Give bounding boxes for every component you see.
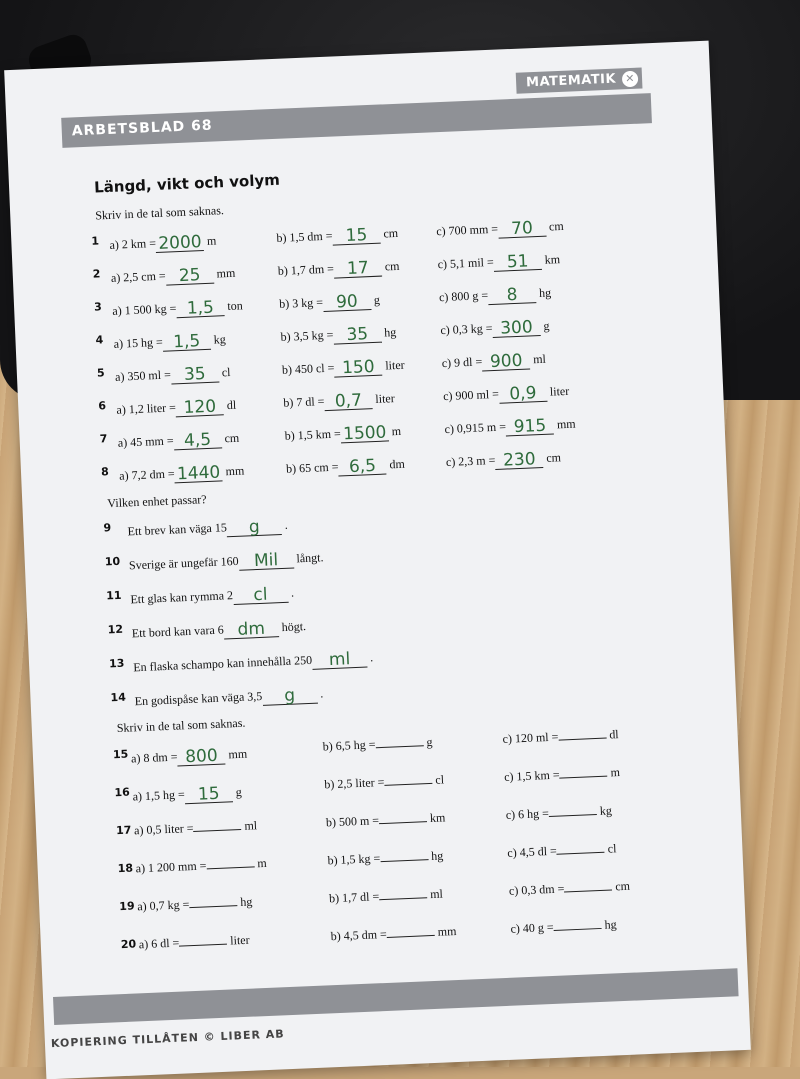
handwritten-answer: 35 bbox=[346, 324, 369, 346]
answer-field[interactable] bbox=[333, 322, 382, 345]
handwritten-answer: 6,5 bbox=[348, 455, 377, 478]
handwritten-answer: 51 bbox=[506, 251, 529, 273]
question-text: En flaska schampo kan innehålla 250 bbox=[132, 652, 313, 675]
question-text: a) 0,7 kg = bbox=[137, 897, 190, 914]
handwritten-answer: 1,5 bbox=[186, 297, 215, 319]
answer-field[interactable] bbox=[262, 683, 318, 706]
exercise-item-b bbox=[330, 924, 456, 944]
handwritten-answer: dm bbox=[237, 618, 266, 640]
exercise-item-b bbox=[286, 453, 406, 479]
unit-label: km bbox=[429, 810, 446, 826]
answer-field[interactable] bbox=[162, 329, 211, 352]
unit-label: mm bbox=[225, 463, 245, 479]
exercise-number: 14 bbox=[110, 690, 127, 705]
exercise-item-c bbox=[439, 282, 552, 308]
answer-field[interactable] bbox=[184, 781, 233, 804]
exercise-item-a bbox=[116, 394, 237, 420]
exercise-number: 17 bbox=[115, 823, 132, 838]
answer-field[interactable] bbox=[554, 928, 602, 931]
answer-field[interactable] bbox=[165, 263, 214, 286]
exercise-item-c bbox=[440, 315, 550, 341]
question-body bbox=[133, 646, 374, 677]
exercise-item-c bbox=[441, 348, 546, 373]
exercise-item-a bbox=[132, 781, 242, 807]
exercise-item-b bbox=[329, 887, 443, 907]
exercise-number: 5 bbox=[96, 366, 105, 380]
exercise-item-c bbox=[510, 917, 617, 936]
question-ending: högt. bbox=[281, 619, 307, 635]
answer-field[interactable] bbox=[498, 216, 547, 239]
unit-label: dl bbox=[226, 397, 237, 413]
unit-label: hg bbox=[383, 325, 397, 340]
answer-field[interactable] bbox=[557, 852, 605, 855]
answer-field[interactable] bbox=[324, 388, 373, 411]
handwritten-answer: 900 bbox=[489, 350, 523, 373]
handwritten-answer: 230 bbox=[502, 449, 536, 471]
question-text: a) 2 km = bbox=[109, 236, 157, 252]
handwritten-answer: 8 bbox=[506, 284, 518, 306]
unit-label: hg bbox=[604, 917, 617, 932]
exercise-number: 8 bbox=[100, 465, 109, 479]
answer-field[interactable] bbox=[340, 420, 389, 443]
question-text: a) 6 dl = bbox=[138, 935, 180, 952]
answer-field[interactable] bbox=[385, 783, 433, 786]
question-text: c) 0,3 dm = bbox=[508, 881, 565, 898]
unit-label: liter bbox=[375, 391, 395, 406]
exercise-number: 1 bbox=[91, 234, 100, 248]
exercise-item-b bbox=[284, 420, 401, 446]
question-text: c) 2,3 m = bbox=[445, 452, 496, 470]
answer-field[interactable] bbox=[223, 616, 279, 639]
question-text: b) 4,5 dm = bbox=[330, 926, 388, 944]
handwritten-answer: g bbox=[248, 516, 261, 538]
question-text: b) 65 cm = bbox=[285, 459, 339, 476]
question-text: Ett glas kan rymma 2 bbox=[130, 588, 234, 607]
exercise-item-b bbox=[283, 387, 395, 413]
answer-field[interactable] bbox=[332, 223, 381, 246]
question-text: a) 45 mm = bbox=[117, 433, 174, 450]
answer-field[interactable] bbox=[194, 829, 242, 832]
unit-label: g bbox=[235, 784, 242, 800]
answer-field[interactable] bbox=[334, 355, 383, 378]
exercise-item-c bbox=[502, 727, 619, 747]
unit-label: ml bbox=[244, 818, 258, 833]
answer-field[interactable] bbox=[179, 944, 227, 947]
handwritten-answer: 300 bbox=[499, 317, 534, 339]
answer-field[interactable] bbox=[170, 361, 219, 384]
question-ending: . bbox=[290, 585, 295, 600]
exercise-row bbox=[121, 915, 681, 958]
question-text: a) 1 500 kg = bbox=[112, 301, 177, 318]
handwritten-answer: 915 bbox=[513, 415, 547, 438]
question-text: b) 450 cl = bbox=[281, 360, 335, 377]
exercise-item-a bbox=[115, 361, 231, 387]
handwritten-answer: 15 bbox=[197, 783, 220, 805]
answer-field[interactable] bbox=[560, 776, 608, 779]
question-ending: . bbox=[369, 650, 374, 665]
handwritten-answer: 1,5 bbox=[172, 331, 201, 353]
answer-field[interactable] bbox=[333, 256, 382, 279]
exercise-item-a bbox=[135, 856, 267, 876]
answer-field[interactable] bbox=[226, 514, 282, 537]
exercise-row bbox=[117, 839, 677, 882]
exercise-item-b bbox=[324, 772, 444, 792]
exercise-number: 18 bbox=[117, 861, 134, 876]
question-body bbox=[134, 682, 323, 711]
exercise-item-a bbox=[117, 427, 239, 453]
question-text: b) 1,5 km = bbox=[284, 426, 342, 443]
question-text: a) 2,5 cm = bbox=[110, 268, 166, 285]
question-text: c) 6 hg = bbox=[505, 806, 550, 822]
answer-field[interactable] bbox=[493, 249, 542, 272]
question-text: b) 1,5 kg = bbox=[327, 851, 381, 868]
answer-field[interactable] bbox=[387, 935, 435, 938]
handwritten-answer: cl bbox=[253, 584, 268, 606]
exercise-item-c bbox=[444, 413, 576, 439]
unit-question-row bbox=[104, 550, 324, 575]
exercise-number: 20 bbox=[120, 937, 137, 952]
exercise-number: 9 bbox=[103, 521, 112, 535]
answer-field[interactable] bbox=[495, 447, 544, 470]
question-text: c) 900 ml = bbox=[442, 386, 500, 404]
answer-field[interactable] bbox=[233, 582, 289, 605]
question-text: a) 350 ml = bbox=[114, 367, 172, 384]
question-body bbox=[131, 615, 306, 643]
exercise-item-b bbox=[277, 255, 400, 281]
handwritten-answer: g bbox=[283, 685, 296, 707]
exercise-item-b bbox=[327, 849, 443, 869]
unit-label: ml bbox=[429, 886, 444, 902]
unit-label: mm bbox=[556, 416, 576, 432]
question-text: b) 2,5 liter = bbox=[324, 774, 385, 792]
question-text: c) 9 dl = bbox=[441, 354, 483, 371]
unit-label: km bbox=[544, 252, 561, 267]
exercise-number: 15 bbox=[112, 747, 129, 762]
handwritten-answer: 0,7 bbox=[334, 390, 363, 412]
exercise-row bbox=[119, 877, 679, 920]
exercise-item-b bbox=[326, 810, 446, 830]
question-text: b) 1,7 dl = bbox=[328, 889, 380, 906]
exercise-item-a bbox=[131, 743, 248, 769]
handwritten-answer: 2000 bbox=[157, 232, 203, 254]
answer-field[interactable] bbox=[379, 897, 427, 900]
unit-question-row bbox=[103, 516, 289, 541]
answer-field[interactable] bbox=[338, 454, 387, 477]
unit-label: cl bbox=[221, 364, 231, 380]
exercise-item-c bbox=[504, 765, 620, 785]
question-text: c) 0,915 m = bbox=[444, 419, 507, 437]
unit-label: g bbox=[373, 292, 381, 307]
unit-question-row bbox=[105, 584, 295, 609]
question-text: b) 6,5 hg = bbox=[322, 737, 376, 754]
exercise-number: 3 bbox=[93, 300, 103, 314]
question-text: a) 1,5 hg = bbox=[132, 787, 186, 804]
handwritten-answer: 17 bbox=[346, 258, 370, 280]
subject-text: MATEMATIK bbox=[525, 71, 617, 91]
answer-field[interactable] bbox=[174, 460, 223, 483]
question-text: Ett brev kan väga 15 bbox=[127, 520, 228, 539]
exercise-item-b bbox=[322, 735, 432, 755]
answer-field[interactable] bbox=[379, 821, 427, 824]
question-text: b) 1,7 dm = bbox=[277, 261, 335, 278]
answer-field[interactable] bbox=[505, 414, 554, 437]
exercise-item-b bbox=[279, 289, 381, 314]
exercise-number: 6 bbox=[98, 399, 107, 413]
subject-label bbox=[516, 68, 643, 94]
unit-label: kg bbox=[599, 803, 613, 818]
answer-field[interactable] bbox=[175, 394, 224, 417]
unit-label: m bbox=[391, 423, 402, 439]
exercise-number: 11 bbox=[105, 588, 122, 603]
answer-field[interactable] bbox=[482, 348, 531, 371]
exercise-item-c bbox=[436, 215, 564, 241]
page-title: Längd, vikt och volym bbox=[93, 170, 281, 197]
footer-band bbox=[53, 968, 739, 1025]
exercise-item-c bbox=[445, 446, 561, 472]
header-band bbox=[61, 71, 652, 148]
exercise-number: 12 bbox=[107, 622, 124, 637]
handwritten-answer: 1440 bbox=[176, 462, 221, 485]
answer-field[interactable] bbox=[312, 647, 368, 670]
unit-label: cm bbox=[615, 878, 631, 894]
question-text: a) 0,5 liter = bbox=[133, 820, 194, 838]
unit-label: m bbox=[206, 233, 217, 248]
question-text: c) 0,3 kg = bbox=[440, 320, 493, 338]
section2-instruction: Vilken enhet passar? bbox=[107, 492, 207, 511]
answer-field[interactable] bbox=[492, 315, 541, 338]
answer-field[interactable] bbox=[488, 282, 537, 305]
question-text: b) 3 kg = bbox=[278, 295, 324, 311]
unit-label: hg bbox=[538, 285, 552, 300]
exercise-item-c bbox=[437, 248, 560, 274]
answer-field[interactable] bbox=[376, 745, 424, 748]
handwritten-answer: 35 bbox=[183, 364, 207, 385]
unit-label: liter bbox=[385, 357, 405, 373]
answer-field[interactable] bbox=[322, 289, 371, 312]
exercise-item-a bbox=[119, 460, 245, 486]
question-text: a) 15 hg = bbox=[113, 334, 164, 351]
handwritten-answer: 120 bbox=[183, 396, 217, 418]
sheet-label: ARBETSBLAD 68 bbox=[71, 117, 213, 140]
exercise-item-c bbox=[509, 879, 631, 899]
question-text: a) 1 200 mm = bbox=[135, 858, 207, 876]
question-body bbox=[130, 582, 294, 610]
unit-label: cm bbox=[546, 450, 562, 465]
answer-field[interactable] bbox=[189, 905, 237, 908]
exercise-row bbox=[116, 801, 676, 844]
exercise-item-b bbox=[276, 222, 399, 248]
unit-label: mm bbox=[228, 746, 248, 762]
question-text: c) 120 ml = bbox=[502, 729, 559, 746]
answer-field[interactable] bbox=[156, 230, 205, 253]
question-text: c) 800 g = bbox=[438, 288, 489, 305]
question-text: c) 4,5 dl = bbox=[507, 843, 558, 860]
handwritten-answer: 0,9 bbox=[508, 383, 537, 405]
unit-label: cm bbox=[224, 430, 240, 446]
unit-label: mm bbox=[216, 265, 236, 281]
unit-label: mm bbox=[437, 924, 457, 939]
unit-label: cl bbox=[435, 772, 445, 787]
section3-instruction: Skriv in de tal som saknas. bbox=[116, 715, 246, 736]
exercise-item-b bbox=[280, 321, 397, 347]
unit-label: kg bbox=[213, 332, 227, 347]
exercise-item-a bbox=[137, 895, 253, 915]
x-circle-icon: ✕ bbox=[622, 71, 639, 88]
unit-label: dl bbox=[608, 727, 619, 742]
handwritten-answer: 70 bbox=[510, 218, 534, 240]
answer-field[interactable] bbox=[564, 889, 612, 892]
exercise-item-b bbox=[281, 354, 405, 380]
handwritten-answer: 150 bbox=[341, 356, 375, 379]
exercise-row bbox=[114, 763, 674, 806]
unit-label: m bbox=[610, 765, 621, 780]
question-text: a) 7,2 dm = bbox=[118, 466, 175, 483]
worksheet-paper bbox=[4, 41, 751, 1079]
question-text: a) 1,2 liter = bbox=[116, 400, 177, 417]
answer-field[interactable] bbox=[173, 427, 222, 450]
exercise-number: 7 bbox=[99, 432, 108, 446]
handwritten-answer: 4,5 bbox=[183, 429, 212, 451]
exercise-item-a bbox=[113, 328, 226, 354]
question-text: c) 700 mm = bbox=[435, 221, 499, 239]
unit-label: g bbox=[543, 318, 550, 333]
question-body bbox=[127, 514, 288, 542]
question-text: b) 7 dl = bbox=[283, 394, 325, 410]
answer-field[interactable] bbox=[207, 866, 255, 869]
exercise-item-c bbox=[507, 841, 617, 861]
unit-label: dm bbox=[389, 456, 406, 472]
exercise-number: 2 bbox=[92, 267, 101, 281]
section1-instruction: Skriv in de tal som saknas. bbox=[95, 203, 225, 223]
question-text: Ett bord kan vara 6 bbox=[131, 622, 225, 641]
unit-label: cm bbox=[383, 225, 399, 241]
unit-question-row bbox=[110, 685, 324, 711]
question-text: Sverige är ungefär 160 bbox=[128, 553, 239, 573]
exercise-number: 13 bbox=[108, 656, 125, 671]
question-ending: . bbox=[284, 517, 289, 532]
answer-field[interactable] bbox=[380, 859, 428, 862]
handwritten-answer: Mil bbox=[253, 550, 279, 572]
question-text: c) 40 g = bbox=[510, 919, 554, 936]
unit-label: cm bbox=[548, 218, 564, 234]
handwritten-answer: ml bbox=[328, 649, 351, 671]
question-text: En godispåse kan väga 3,5 bbox=[134, 688, 263, 709]
unit-label: hg bbox=[240, 894, 253, 910]
question-text: c) 5,1 mil = bbox=[437, 254, 495, 272]
unit-label: liter bbox=[549, 383, 570, 399]
answer-field[interactable] bbox=[238, 548, 294, 571]
unit-label: hg bbox=[430, 848, 444, 864]
unit-label: cm bbox=[384, 258, 400, 274]
exercise-item-c bbox=[443, 380, 570, 406]
handwritten-answer: 1500 bbox=[342, 422, 387, 445]
question-text: b) 3,5 kg = bbox=[280, 327, 334, 344]
exercise-number: 19 bbox=[119, 899, 135, 914]
answer-field[interactable] bbox=[549, 814, 597, 817]
unit-question-row bbox=[107, 618, 307, 643]
question-text: a) 8 dm = bbox=[130, 749, 178, 766]
unit-label: ml bbox=[532, 351, 547, 367]
answer-field[interactable] bbox=[177, 744, 226, 767]
question-text: c) 1,5 km = bbox=[503, 767, 560, 784]
question-text: b) 500 m = bbox=[325, 813, 380, 830]
exercise-number: 16 bbox=[114, 785, 131, 800]
question-ending: långt. bbox=[296, 550, 324, 566]
question-ending: . bbox=[319, 686, 324, 701]
unit-label: cl bbox=[607, 841, 617, 856]
handwritten-answer: 90 bbox=[335, 291, 359, 313]
answer-field[interactable] bbox=[498, 381, 547, 404]
exercise-number: 10 bbox=[104, 554, 121, 569]
exercise-item-a bbox=[109, 229, 217, 254]
unit-question-row bbox=[108, 649, 374, 677]
exercise-item-a bbox=[139, 933, 250, 953]
unit-label: m bbox=[257, 855, 267, 871]
exercise-number: 4 bbox=[95, 333, 104, 347]
handwritten-answer: 15 bbox=[345, 225, 368, 247]
copyright-footer: KOPIERING TILLÅTEN © LIBER AB bbox=[50, 1027, 285, 1051]
exercise-item-a bbox=[112, 294, 243, 320]
question-body bbox=[129, 546, 324, 575]
unit-label: liter bbox=[229, 932, 250, 948]
exercise-item-c bbox=[505, 803, 612, 822]
exercise-item-a bbox=[110, 262, 235, 288]
exercise-item-a bbox=[134, 818, 258, 838]
handwritten-answer: 25 bbox=[178, 265, 201, 287]
unit-label: ton bbox=[227, 298, 243, 314]
answer-field[interactable] bbox=[176, 295, 225, 318]
handwritten-answer: 800 bbox=[184, 745, 219, 768]
unit-label: g bbox=[426, 734, 433, 750]
question-text: b) 1,5 dm = bbox=[276, 228, 333, 245]
answer-field[interactable] bbox=[558, 738, 606, 741]
